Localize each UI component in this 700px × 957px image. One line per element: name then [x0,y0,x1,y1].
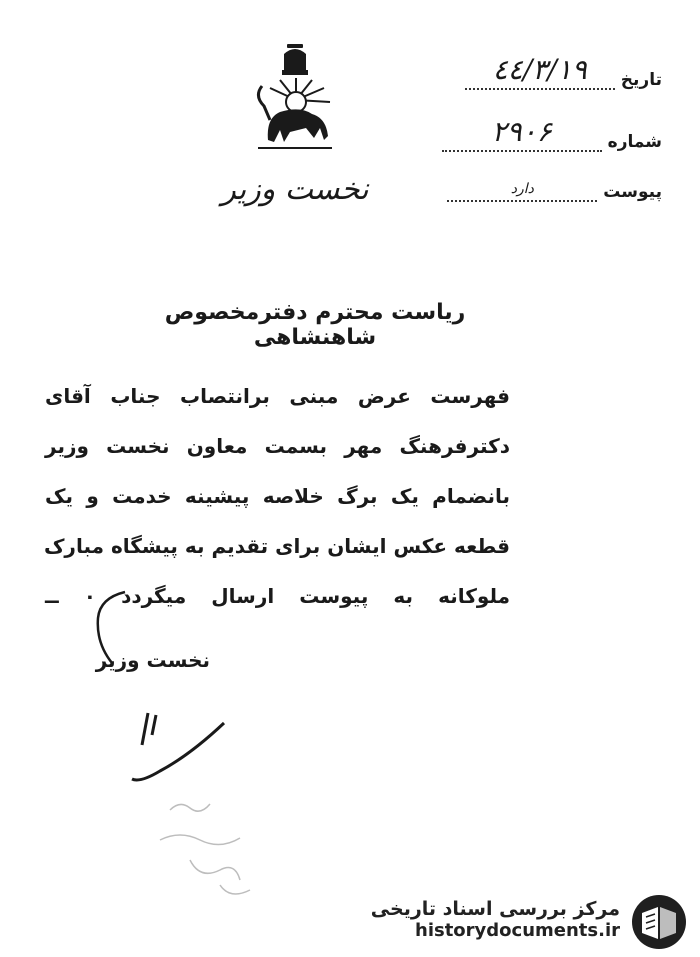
number-row [442,115,662,152]
number-line [442,115,602,152]
addressee: ریاست محترم دفترمخصوص شاهنشاهی [164,300,466,350]
attachment-line [447,174,597,202]
body-line-3: بانضمام یک برگ خلاصه پیشینه خدمت و یک [45,484,510,508]
footer-watermark [300,898,620,941]
date-line [465,53,615,90]
pencil-marginalia [140,790,270,910]
archive-book-logo-icon [628,893,690,951]
date-value: ٤٤/٣/١٩ [492,53,587,86]
body-line-2: دکترفرهنگ مهر بسمت معاون نخست وزیر [45,434,510,458]
body-line-5: ملوکانه به پیوست ارسال میگردد ۰ ــ [45,584,511,608]
attachment-row [447,170,662,202]
attachment-value: دارد [510,181,534,197]
lion-and-sun-emblem [240,40,350,160]
attachment-label: پیوست [603,182,662,202]
office-title: نخست وزیر [221,172,369,207]
body-line-4: قطعه عکس ایشان برای تقدیم به پیشگاه مبارک [43,534,510,558]
number-label: شماره [607,132,662,152]
archive-name: مرکز بررسی اسناد تاریخی [370,898,620,920]
archive-url: historydocuments.ir [415,920,620,941]
number-value: ۲۹۰۶ [491,115,552,148]
body-line-1: فهرست عرض مبنی برانتصاب جناب آقای [45,384,510,408]
date-row [465,53,662,90]
date-label: تاریخ [620,70,662,90]
signer-title: نخست وزیر [95,648,210,672]
handwritten-signature [120,705,230,795]
